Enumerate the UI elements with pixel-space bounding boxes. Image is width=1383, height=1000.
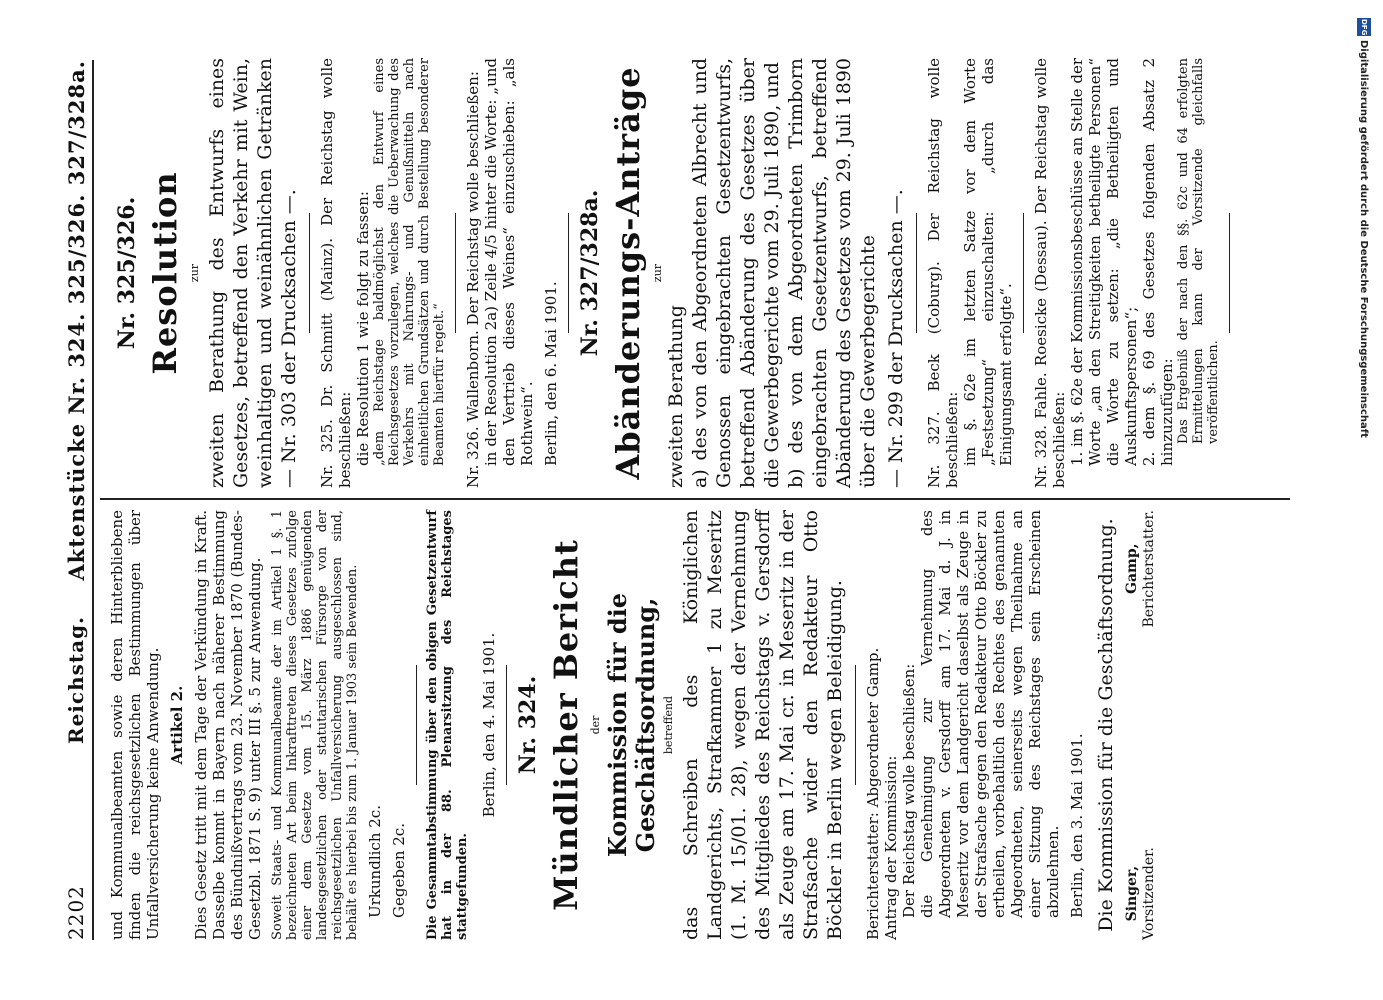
zur-label-2: zur <box>651 263 664 283</box>
bericht-title: Mündlicher Bericht <box>547 539 585 911</box>
singer-signature <box>1124 847 1158 940</box>
digitization-credit <box>1357 10 1377 990</box>
item-a: a) des von den Abgeordneten Albrecht und Genossen eingebrachten Gesetzentwurfs, betreffend Abänderung des Gesetzes über die Gewerbegerichte vom 29. Juli 1890, und <box>689 58 783 488</box>
kommission-title: Kommission für die Geschäftsordnung, <box>603 592 660 858</box>
nr-324-heading: Nr. 324. <box>515 675 541 775</box>
resolution-intro: zweiten Berathung des Entwurfs eines Gesetzes, betreffend den Verkehr mit Wein, weinhaltigen und weinähnlichen Getränken — Nr. 303 der Drucksachen —. <box>206 58 300 488</box>
header-rule <box>92 60 94 940</box>
date-6-mai: Berlin, den 6. Mai 1901. <box>542 281 560 466</box>
nr-328-text: Nr. 328. Fahle. Roesicke (Dessau). Der Reichstag wolle beschließen: <box>1032 58 1068 488</box>
urkundlich: Urkundlich 2c. <box>366 805 384 918</box>
bericht-body: das Schreiben des Königlichen Landgerichts, Strafkammer 1 zu Meseritz (1. M. 15/01. 28), wegen der Vernehmung des Mitgliedes des Reichstags v. Gersdorff als Zeuge am 17. Mai cr. in Meseritz in der Strafsache wider den Redakteur Otto Böckler in Berlin wegen Beleidigung. <box>680 510 846 940</box>
date-3-mai: Berlin, den 3. Mai 1901. <box>1068 733 1086 918</box>
signatures <box>1124 510 1158 940</box>
kommission-signature: Die Kommission für die Geschäftsordnung. <box>1095 518 1117 932</box>
betreffend-label: betreffend <box>662 695 675 755</box>
gesamtabstimmung-note: Die Gesammtabstimmung über den obigen Gesetzentwurf hat in der 88. Plenarsitzung des Reichstages stattgefunden. <box>425 510 470 940</box>
ref-299: — Nr. 299 der Drucksachen —. <box>885 189 907 488</box>
berichterstatter-line: Berichterstatter: Abgeordneter Gamp. <box>864 647 882 940</box>
separator-rule <box>506 665 507 785</box>
nr-327-text: Nr. 327. Beck (Coburg). Der Reichstag wolle beschließen: <box>925 58 961 488</box>
publication-title: Reichstag. <box>64 615 88 745</box>
singer-role: Vorsitzender. <box>1141 847 1157 940</box>
separator-rule <box>1229 213 1230 333</box>
document-numbers: Aktenstücke Nr. 324. 325/326. 327/328a. <box>64 60 89 581</box>
zur-label-1: zur <box>188 263 201 283</box>
nr-327-sub: im §. 62e im letzten Satze vor dem Worte „Festsetzung“ einzuschalten: „durch das Einigungsamt erfolgte“. <box>961 58 1015 466</box>
gamp-signature <box>1124 510 1158 628</box>
nr-325-text: Nr. 325. Dr. Schmitt (Mainz). Der Reichstag wolle beschließen: <box>318 58 354 488</box>
right-column <box>108 58 1238 488</box>
artikel-heading: Artikel 2. <box>168 685 186 765</box>
nr-328-item-2: 2. dem §. 69 des Gesetzes folgenden Absatz 2 hinzuzufügen: <box>1140 58 1176 466</box>
singer-name: Singer, <box>1124 865 1140 922</box>
nr-327-328a-heading: Nr. 327/328a. <box>577 189 603 357</box>
gamp-name: Gamp, <box>1124 543 1140 595</box>
nr-325-quote: „dem Reichstage baldmöglichst den Entwurf eines Reichsgesetzes vorzulegen, welches die Ueberwachung des Verkehrs mit Nahrungs- und Genußmitteln nach einheitlichen Grundsätzen und durch Bestellung besonderer Beamten hierfür regelt.“ <box>372 58 447 466</box>
nr-326-sub: in der Resolution 2a) Zeile 4/5 hinter die Worte: „und den Vertrieb dieses Weines“ einzuschieben: „als Rothwein“. <box>482 58 536 466</box>
dfg-logo: DFG <box>1357 18 1371 36</box>
resolution-title: Resolution <box>146 171 184 375</box>
page-number: 2202 <box>64 885 88 940</box>
artikel-text-1: Dies Gesetz tritt mit dem Tage der Verkündung in Kraft. Dasselbe kommt in Bayern nach näherer Bestimmung des Bündnißvertrags vom 23. November 1870 (Bundes-Gesetzbl. 1871 S. 9) unter III §. 5 zur Anwendung. <box>192 510 264 940</box>
credit-text: Digitalisierung gefördert durch die Deutsche Forschungsgemeinschaft <box>1358 40 1369 438</box>
nr-326-text: Nr. 326. Wallenborn. Der Reichstag wolle beschließen: <box>464 71 482 488</box>
intro-paragraph: und Kommunalbeamten sowie deren Hinterbliebene finden die reichsgesetzlichen Bestimmungen über Unfallversicherung keine Anwendung. <box>108 510 162 940</box>
separator-rule <box>309 213 310 333</box>
left-column <box>108 510 1158 940</box>
gamp-role: Berichterstatter. <box>1141 510 1157 628</box>
separator-rule <box>455 213 456 333</box>
date-4-mai: Berlin, den 4. Mai 1901. <box>480 632 498 818</box>
reichstag-wolle-line: Der Reichstag wolle beschließen: <box>900 663 918 918</box>
antrag-text: die Genehmigung zur Vernehmung des Abgeordneten v. Gersdorff am 17. Mai d. J. in Meseritz vor dem Landgericht daselbst als Zeuge in der Strafsache gegen den Redakteur Otto Böckler zu ertheilen, vorbehaltlich des Rechtes des genannten Abgeordneten, seinerseits wegen Theilnahme an einer Sitzung des Reichstages sein Erscheinen abzulehnen. <box>918 510 1062 918</box>
antrag-line: Antrag der Kommission: <box>882 755 900 940</box>
nr-325-sub: die Resolution 1 wie folgt zu fassen: <box>354 191 372 466</box>
item-b: b) des von dem Abgeordneten Trimborn eingebrachten Gesetzentwurfs, betreffend Abänderung des Gesetzes vom 29. Juli 1890 über die Gewerbegerichte <box>785 58 879 488</box>
separator-rule <box>1023 213 1024 333</box>
nr-328-quote: Das Ergebniß der nach den §§. 62c und 64 erfolgten Ermittelungen kann der Vorsitzende gleichfalls veröffentlichen. <box>1176 58 1221 444</box>
nr-328-item-1: 1. im §. 62e der Kommissionsbeschlüsse an Stelle der Worte „an den Streitigkeiten betheiligte Personen“ die Worte zu setzen: „die Betheiligten und Auskunftspersonen“; <box>1068 58 1140 466</box>
gegeben: Gegeben 2c. <box>390 823 408 918</box>
antraege-title: Abänderungs-Anträge <box>609 66 647 480</box>
antraege-intro: zweiten Berathung <box>665 305 687 488</box>
separator-rule <box>855 665 856 785</box>
der-label: der <box>589 715 602 735</box>
separator-rule <box>916 213 917 333</box>
artikel-text-2: Soweit Staats- und Kommunalbeamte der im Artikel 1 §. 1 bezeichneten Art beim Inkrafttreten dieses Gesetzes zufolge einer dem Gesetze vom 15. März 1886 genügenden landesgesetzlichen oder statutarischen Fürsorge von der reichsgesetzlichen Unfallversicherung ausgeschlossen sind, behält es hierbei bis zum 1. Januar 1903 sein Bewenden. <box>270 510 360 940</box>
separator-rule <box>568 213 569 333</box>
nr-325-326-heading: Nr. 325/326. <box>114 196 140 350</box>
separator-rule <box>416 665 417 785</box>
column-divider <box>100 498 1290 500</box>
